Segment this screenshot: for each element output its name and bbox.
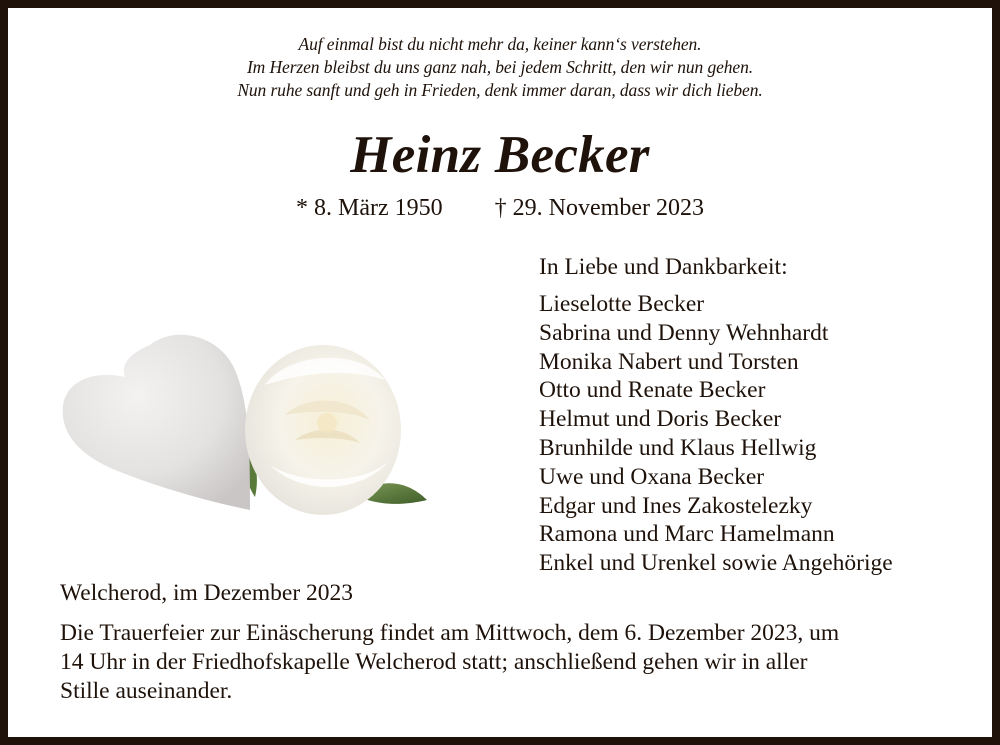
mourner-name: Lieselotte Becker bbox=[539, 291, 705, 317]
heart-rose-image bbox=[55, 325, 435, 520]
mourner-name: Sabrina und Denny Wehnhardt bbox=[539, 319, 829, 346]
notice-line: 14 Uhr in der Friedhofskapelle Welcherod statt; anschließend gehen wir in aller bbox=[60, 649, 808, 675]
notice-line: Stille auseinander. bbox=[60, 678, 233, 704]
mourner-name: Monika Nabert und Torsten bbox=[539, 348, 799, 375]
thanks-heading: In Liebe und Dankbarkeit: bbox=[539, 254, 788, 280]
poem-line: Im Herzen bleibst du uns ganz nah, bei jedem Schritt, den wir nun gehen. bbox=[246, 57, 754, 77]
poem-line: Auf einmal bist du nicht mehr da, keiner kann‘s verstehen. bbox=[298, 34, 702, 54]
mourners-list bbox=[539, 290, 893, 578]
mourner-name: Ramona und Marc Hamelmann bbox=[539, 521, 835, 548]
mourner-name: Otto und Renate Becker bbox=[539, 377, 766, 404]
funeral-notice bbox=[60, 619, 960, 706]
deceased-name: Heinz Becker bbox=[350, 126, 650, 184]
mourner-name: Edgar und Ines Zakostelezky bbox=[539, 492, 813, 519]
death-date: † 29. November 2023 bbox=[494, 195, 704, 221]
place-and-date: Welcherod, im Dezember 2023 bbox=[60, 580, 354, 606]
birth-date: * 8. März 1950 bbox=[296, 195, 443, 221]
notice-line: Die Trauerfeier zur Einäscherung findet am Mittwoch, dem 6. Dezember 2023, um bbox=[60, 620, 840, 646]
mourner-name: Enkel und Urenkel sowie Angehörige bbox=[539, 550, 893, 577]
mourner-name: Brunhilde und Klaus Hellwig bbox=[539, 434, 817, 461]
life-dates bbox=[0, 193, 1000, 223]
poem-line: Nun ruhe sanft und geh in Frieden, denk immer daran, dass wir dich lieben. bbox=[237, 80, 763, 100]
mourner-name: Helmut und Doris Becker bbox=[539, 406, 782, 433]
mourner-name: Uwe und Oxana Becker bbox=[539, 463, 765, 490]
poem bbox=[0, 33, 1000, 102]
